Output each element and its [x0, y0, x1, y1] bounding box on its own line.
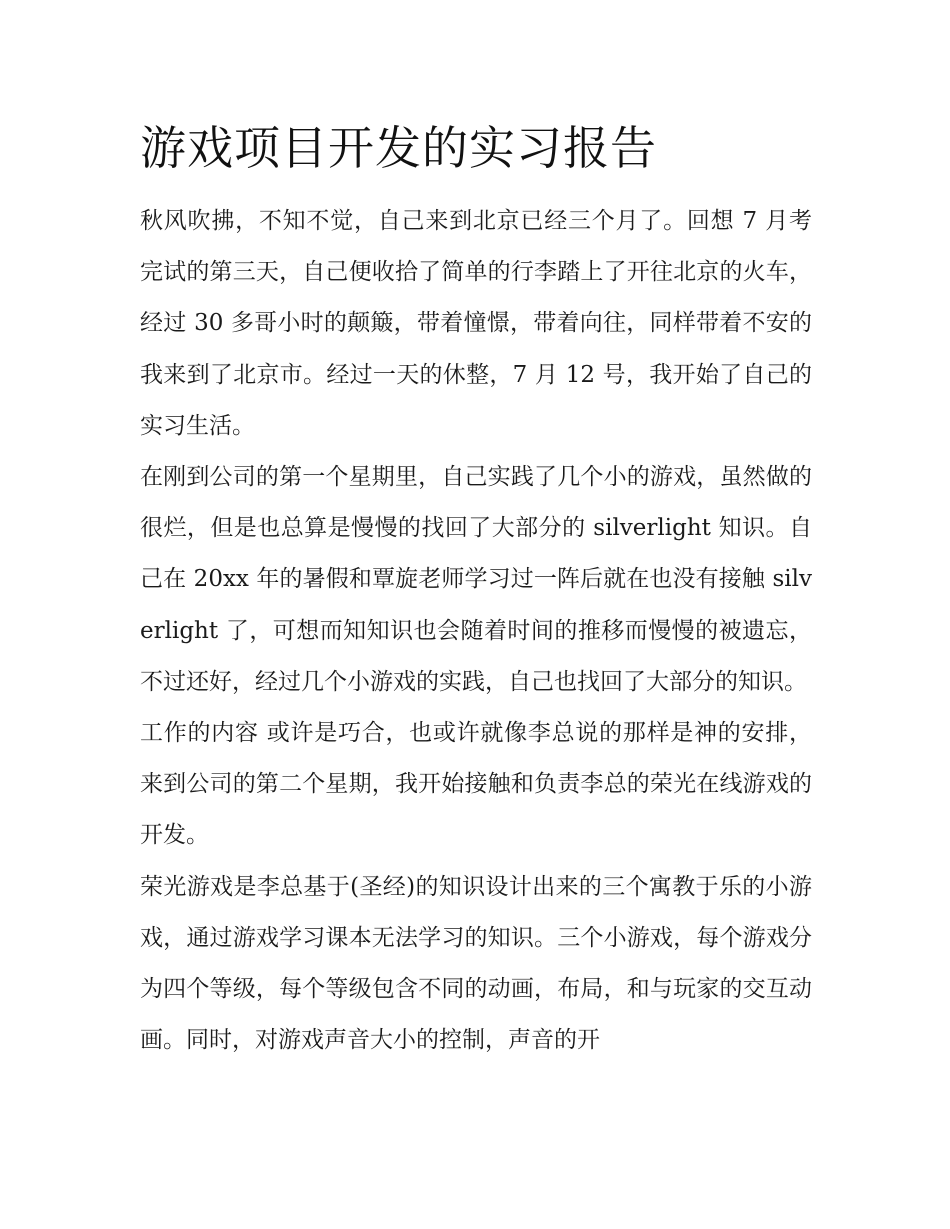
paragraph-1: 秋风吹拂，不知不觉，自己来到北京已经三个月了。回想 7 月考完试的第三天，自己便收拾了简单的行李踏上了开往北京的火车，经过 30 多哥小时的颠簸，带着憧憬，带着向往，同样带着不安的我来到了北京市。经过一天的休整，7 月 12 号，我开始了自己的实习生活。 [140, 208, 812, 439]
document-body [140, 196, 812, 1066]
document-page [140, 112, 812, 1066]
paragraph-4: 荣光游戏是李总基于(圣经)的知识设计出来的三个寓教于乐的小游戏，通过游戏学习课本无法学习的知识。三个小游戏，每个游戏分为四个等级，每个等级包含不同的动画，布局，和与玩家的交互动画。同时，对游戏声音大小的控制，声音的开 [140, 873, 812, 1054]
paragraph-2: 在刚到公司的第一个星期里，自己实践了几个小的游戏，虽然做的很烂，但是也总算是慢慢的找回了大部分的 silverlight 知识。自己在 20xx 年的暑假和覃旋老师学习过一阵后就在也没有接触 silverlight 了，可想而知知识也会随着时间的推移而慢慢的被遗忘，不过还好，经过几个小游戏的实践，自己也找回了大部分的知识。 [140, 464, 812, 695]
paragraph-3: 工作的内容 或许是巧合，也或许就像李总说的那样是神的安排，来到公司的第二个星期，我开始接触和负责李总的荣光在线游戏的开发。 [140, 720, 812, 849]
document-title: 游戏项目开发的实习报告 [140, 121, 657, 175]
